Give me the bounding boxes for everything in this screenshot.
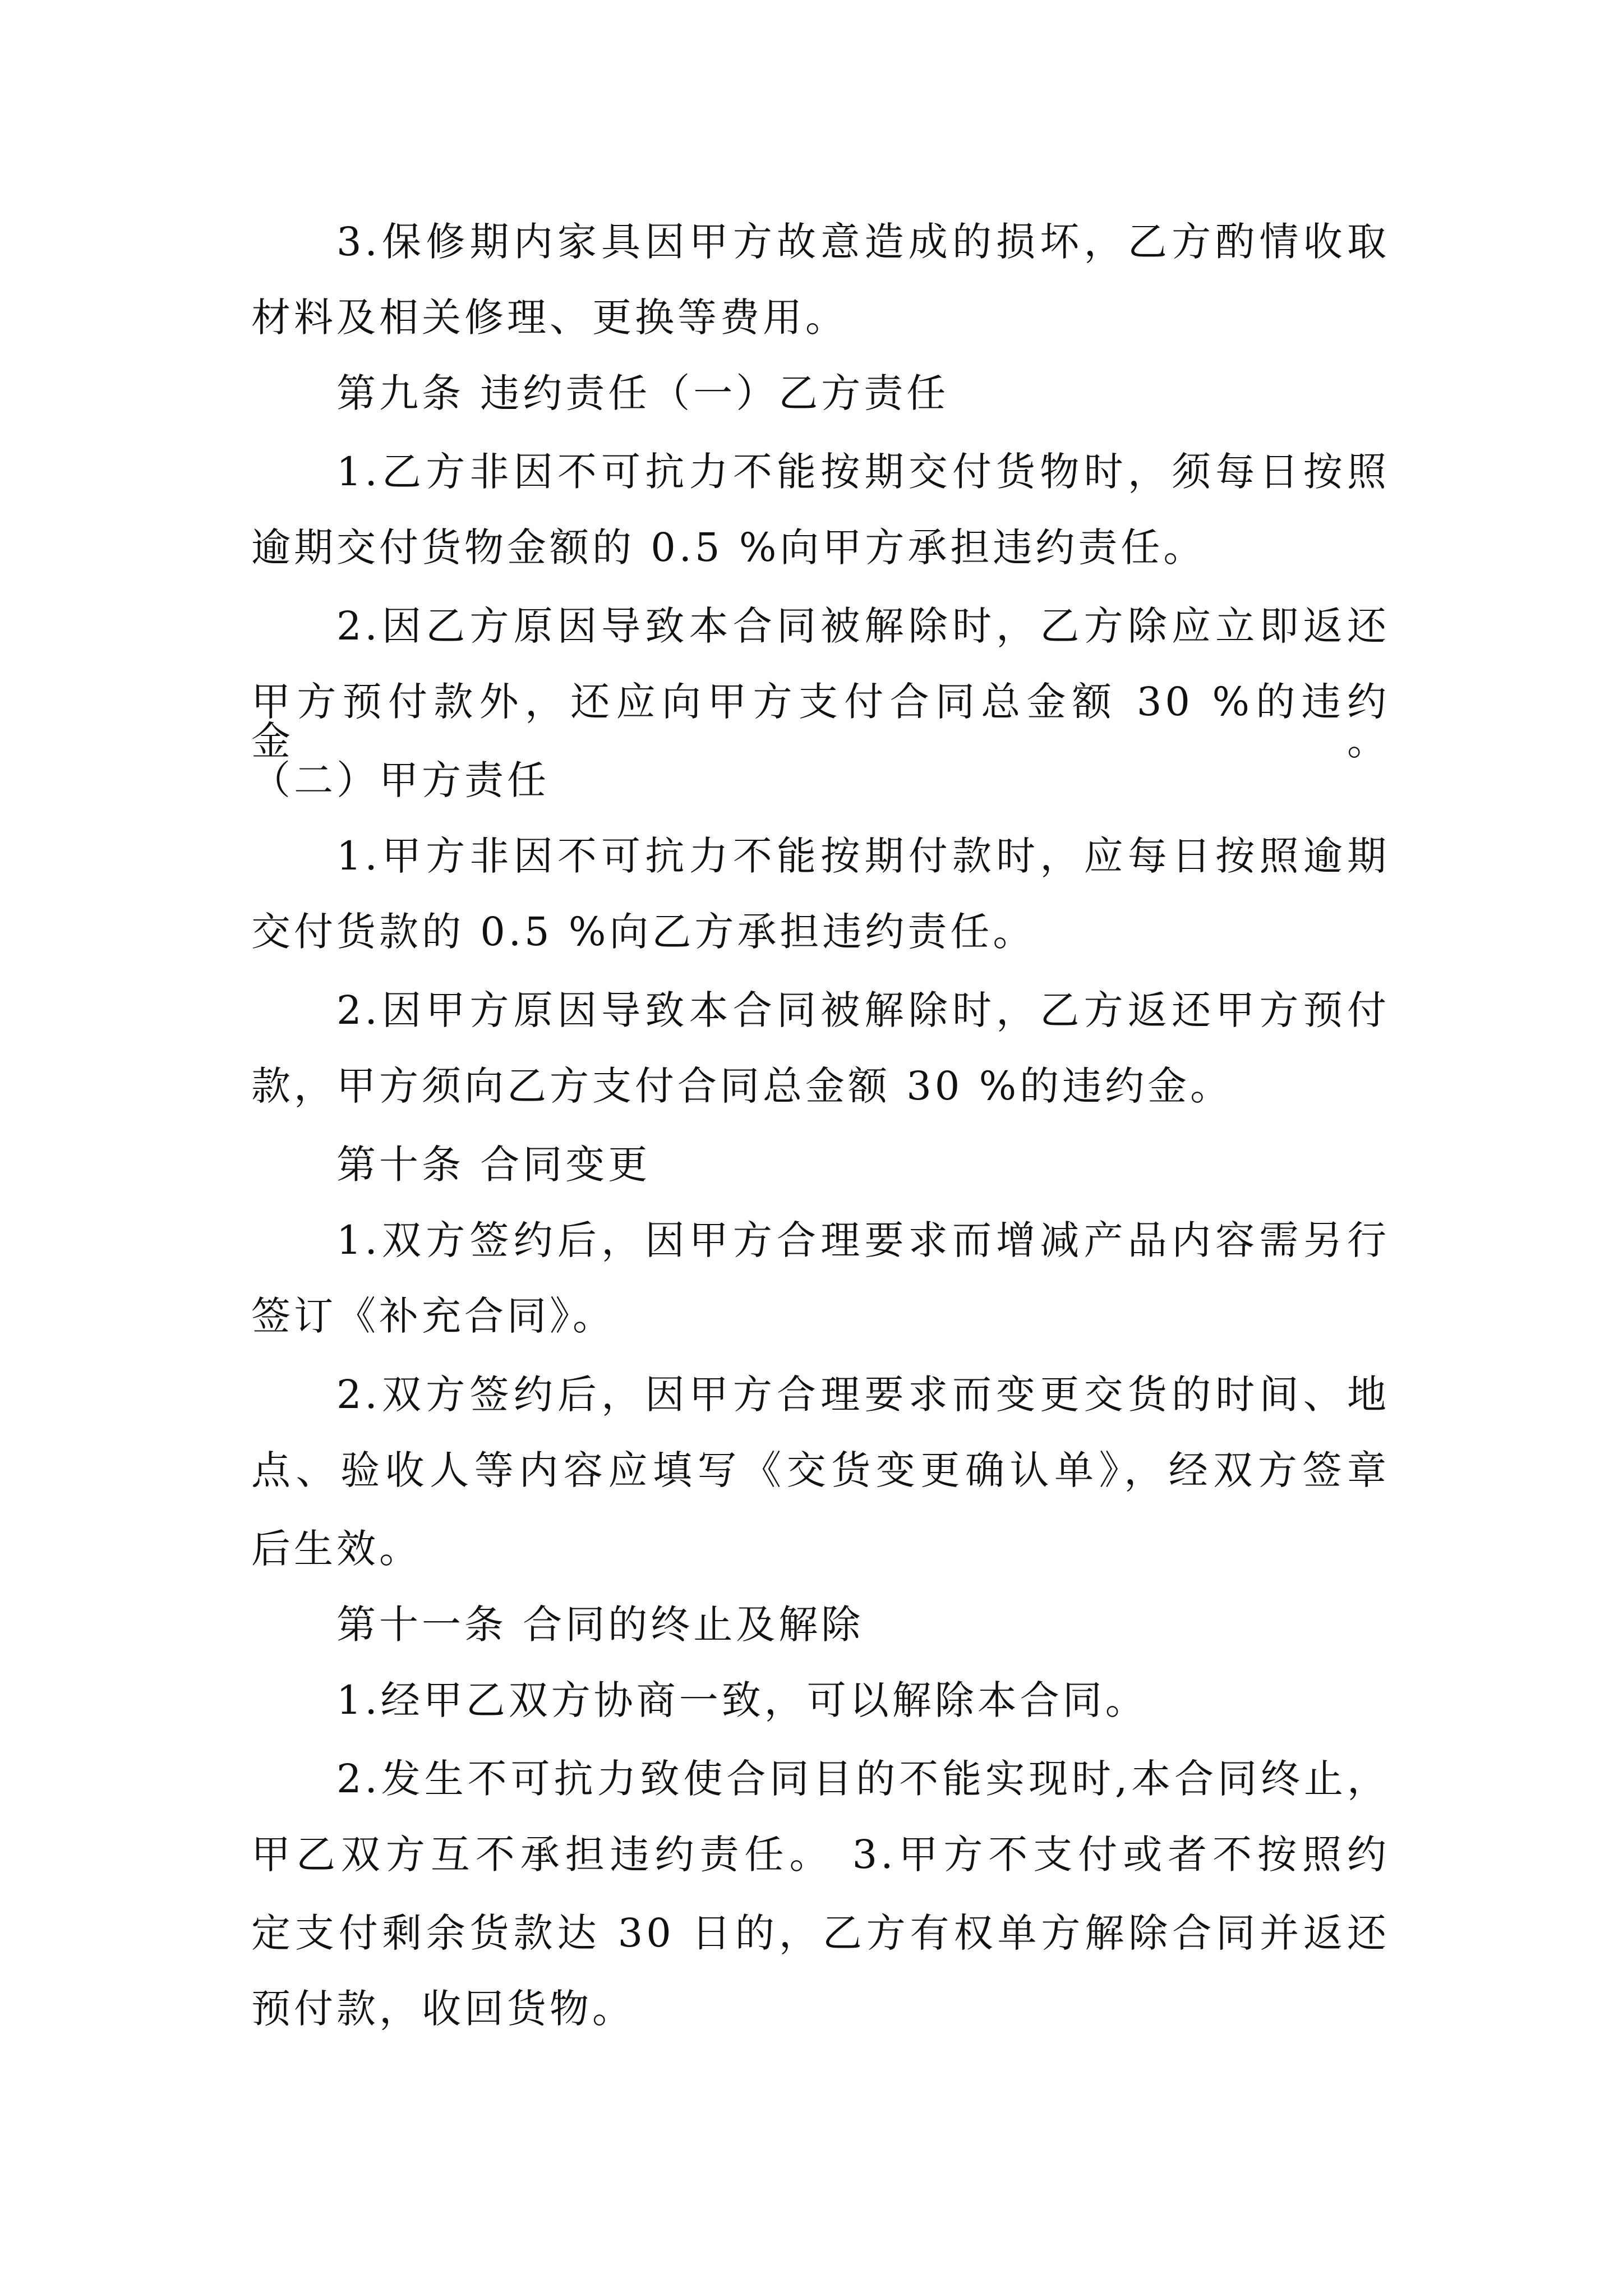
paragraph-line: 1.经甲乙双方协商一致，可以解除本合同。 — [336, 1677, 1148, 1723]
paragraph-line: 1.双方签约后，因甲方合理要求而增减产品内容需另行 — [336, 1217, 1390, 1263]
paragraph-line: 2.双方签约后，因甲方合理要求而变更交货的时间、地 — [336, 1372, 1390, 1418]
paragraph-line: 甲方预付款外，还应向甲方支付合同总金额 30 %的违约金。 — [251, 679, 1390, 764]
paragraph-line: 款，甲方须向乙方支付合同总金额 30 %的违约金。 — [251, 1063, 1233, 1109]
paragraph-line: 1.乙方非因不可抗力不能按期交付货物时，须每日按照 — [336, 449, 1390, 495]
paragraph-line: 后生效。 — [251, 1526, 422, 1572]
section-heading: 第十一条 合同的终止及解除 — [336, 1602, 864, 1648]
paragraph-line: 逾期交付货物金额的 0.5 %向甲方承担违约责任。 — [251, 524, 1206, 570]
paragraph-line: 2.因甲方原因导致本合同被解除时，乙方返还甲方预付 — [336, 987, 1390, 1033]
paragraph-line: 2.因乙方原因导致本合同被解除时，乙方除应立即返还 — [336, 603, 1390, 649]
paragraph-line: 材料及相关修理、更换等费用。 — [251, 295, 848, 341]
section-heading: 第十条 合同变更 — [336, 1142, 651, 1188]
paragraph-line: 2.发生不可抗力致使合同目的不能实现时,本合同终止， — [336, 1756, 1390, 1802]
paragraph-line: 交付货款的 0.5 %向乙方承担违约责任。 — [251, 909, 1036, 955]
paragraph-line: 签订《补充合同》。 — [251, 1293, 615, 1339]
paragraph-line: 甲乙双方互不承担违约责任。 3.甲方不支付或者不按照约 — [251, 1832, 1390, 1878]
paragraph-line: 预付款，收回货物。 — [251, 1986, 635, 2032]
section-heading: 第九条 违约责任（一）乙方责任 — [336, 370, 949, 416]
paragraph-line: 1.甲方非因不可抗力不能按期付款时，应每日按照逾期 — [336, 833, 1390, 879]
paragraph-line: 定支付剩余货款达 30 日的，乙方有权单方解除合同并返还 — [251, 1910, 1390, 1956]
paragraph-line: 3.保修期内家具因甲方故意造成的损坏，乙方酌情收取 — [336, 219, 1390, 265]
section-heading: （二）甲方责任 — [251, 757, 550, 803]
paragraph-line: 点、验收人等内容应填写《交货变更确认单》，经双方签章 — [251, 1447, 1390, 1493]
